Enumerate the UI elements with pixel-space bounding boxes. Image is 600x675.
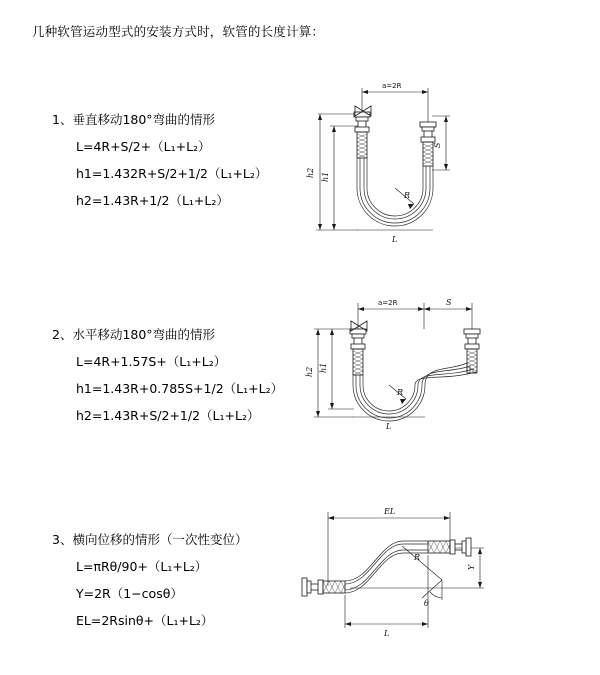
section-3-formula-3: EL=2Rsinθ+（L₁+L₂） [76, 613, 214, 628]
lateral-offset-diagram [290, 500, 500, 650]
section-1-title: 1、垂直移动180°弯曲的情形 [52, 112, 216, 127]
section-1-formula-1: L=4R+S/2+（L₁+L₂） [76, 139, 211, 154]
svg-text:S: S [446, 298, 452, 307]
section-1-formula-2: h1=1.432R+S/2+1/2（L₁+L₂） [76, 166, 268, 181]
section-2-title: 2、水平移动180°弯曲的情形 [52, 327, 216, 342]
svg-text:a=2R: a=2R [378, 299, 398, 307]
svg-text:Y: Y [467, 564, 476, 570]
section-3-title: 3、横向位移的情形（一次性变位） [52, 532, 248, 547]
svg-text:h2: h2 [306, 167, 315, 178]
vertical-180-bend-diagram [300, 70, 500, 270]
svg-text:S: S [433, 142, 442, 148]
svg-text:L: L [384, 629, 390, 638]
section-3-text [52, 530, 302, 638]
svg-text:EL: EL [384, 507, 396, 516]
section-3-formula-1: L=πRθ/90+（L₁+L₂） [76, 559, 208, 574]
section-2-formula-2: h1=1.43R+0.785S+1/2（L₁+L₂） [76, 381, 284, 396]
section-1-text [52, 110, 302, 218]
section-1-formula-3: h2=1.43R+1/2（L₁+L₂） [76, 193, 229, 208]
horizontal-180-bend-diagram [300, 285, 500, 485]
section-2-text [52, 325, 302, 433]
section-3-formula-2: Y=2R（1−cosθ） [76, 586, 183, 601]
svg-text:R: R [414, 553, 421, 562]
svg-text:L: L [386, 422, 392, 431]
section-2-formula-1: L=4R+1.57S+（L₁+L₂） [76, 354, 227, 369]
svg-text:h1: h1 [321, 171, 330, 182]
svg-text:h2: h2 [305, 366, 314, 377]
svg-text:h1: h1 [319, 362, 328, 373]
svg-text:a=2R: a=2R [382, 82, 402, 90]
svg-text:L: L [392, 235, 398, 244]
svg-text:R: R [404, 191, 411, 200]
svg-text:θ: θ [424, 599, 429, 608]
section-2-formula-3: h2=1.43R+S/2+1/2（L₁+L₂） [76, 408, 260, 423]
page-title: 几种软管运动型式的安装方式时，软管的长度计算： [32, 24, 325, 39]
svg-text:R: R [397, 388, 404, 397]
